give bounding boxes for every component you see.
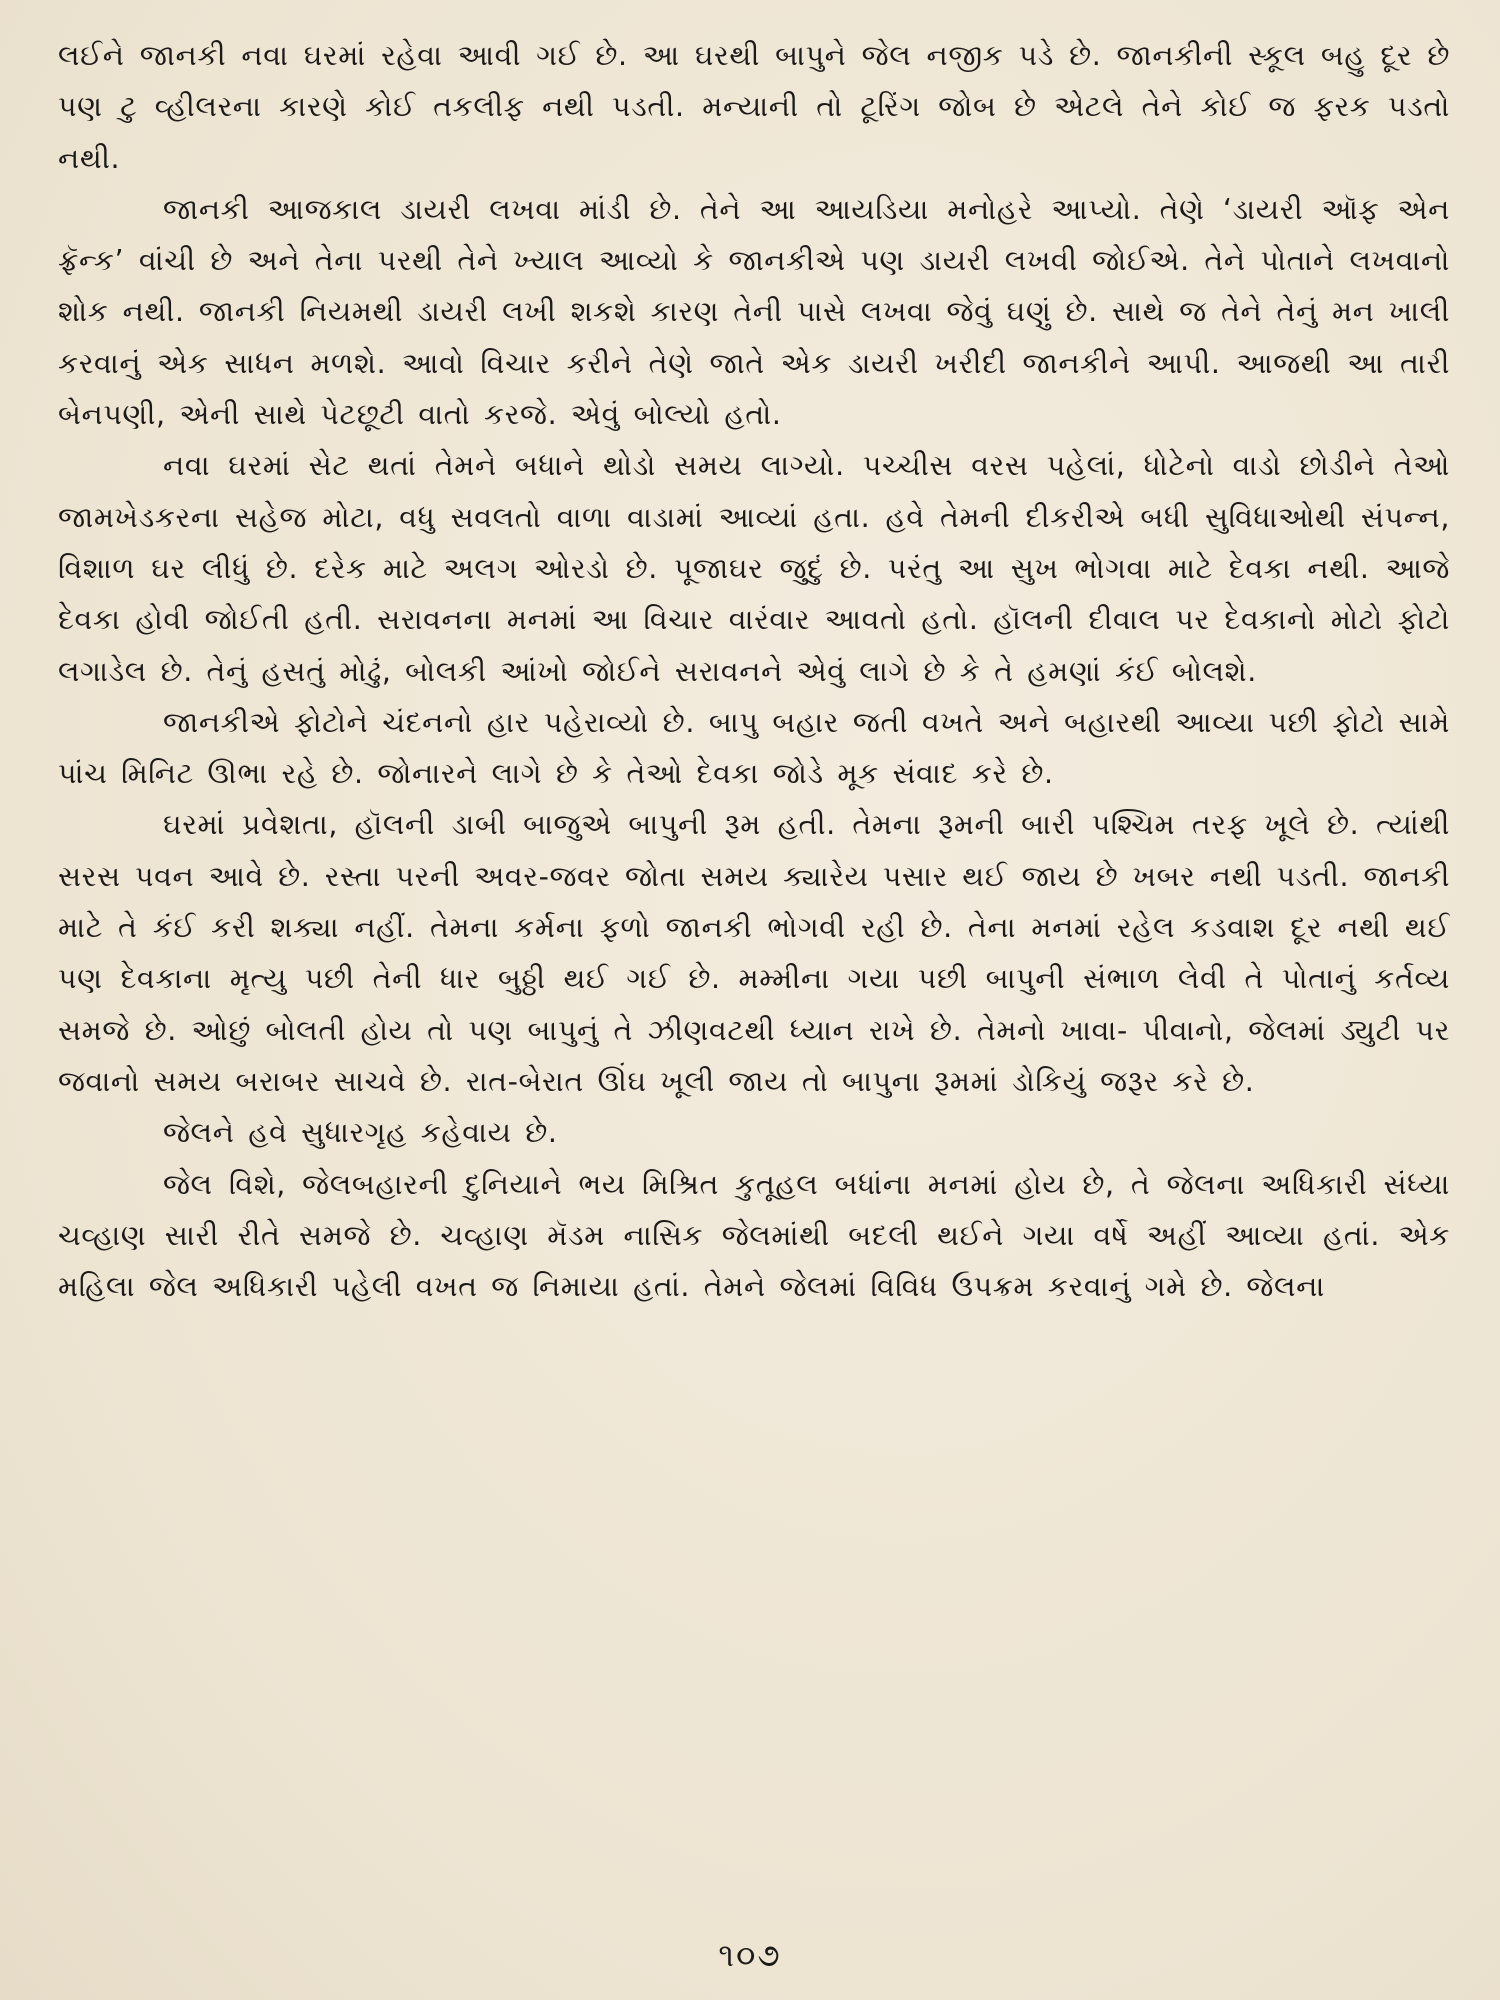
page-number: ૧૦૭	[718, 1936, 782, 1974]
paragraph-5: ઘરમાં પ્રવેશતા, હૉલની ડાબી બાજુએ બાપુની રૂમ હતી. તેમના રૂમની બારી પશ્ચિમ તરફ ખૂલે છે. ત્યાંથી સરસ પવન આવે છે. રસ્તા પરની અવર-જવર જોતા સમય ક્યારેય પસાર થઈ જાય છે ખબર નથી પડતી. જાનકી માટે તે કંઈ કરી શક્યા નહીં. તેમના કર્મના ફળો જાનકી ભોગવી રહી છે. તેના મનમાં રહેલ કડવાશ દૂર નથી થઈ પણ દેવકાના મૃત્યુ પછી તેની ધાર બુઠ્ઠી થઈ ગઈ છે. મમ્મીના ગયા પછી બાપુની સંભાળ લેવી તે પોતાનું કર્તવ્ય સમજે છે. ઓછું બોલતી હોય તો પણ બાપુનું તે ઝીણવટથી ધ્યાન રાખે છે. તેમનો ખાવા- પીવાનો, જેલમાં ડ્યુટી પર જવાનો સમય બરાબર સાચવે છે. રાત-બેરાત ઊંઘ ખૂલી જાય તો બાપુના રૂમમાં ડોકિયું જરૂર કરે છે.	[58, 808, 1450, 1098]
paragraph-6: જેલને હવે સુધારગૃહ કહેવાય છે.	[163, 1116, 558, 1150]
paragraph-7: જેલ વિશે, જેલબહારની દુનિયાને ભય મિશ્રિત કુતૂહલ બધાંના મનમાં હોય છે, તે જેલના અધિકારી સંધ્યા ચવ્હાણ સારી રીતે સમજે છે. ચવ્હાણ મૅડમ નાસિક જેલમાંથી બદલી થઈને ગયા વર્ષે અહીં આવ્યા હતાં. એક મહિલા જેલ અધિકારી પહેલી વખત જ નિમાયા હતાં. તેમને જેલમાં વિવિધ ઉપક્રમ કરવાનું ગમે છે. જેલના	[58, 1167, 1450, 1304]
paragraph-4: જાનકીએ ફોટોને ચંદનનો હાર પહેરાવ્યો છે. બાપુ બહાર જતી વખતે અને બહારથી આવ્યા પછી ફોટો સામે પાંચ મિનિટ ઊભા રહે છે. જોનારને લાગે છે કે તેઓ દેવકા જોડે મૂક સંવાદ કરે છે.	[58, 705, 1450, 791]
paragraph-1: લઈને જાનકી નવા ઘરમાં રહેવા આવી ગઈ છે. આ ઘરથી બાપુને જેલ નજીક પડે છે. જાનકીની સ્કૂલ બહુ દૂર છે પણ ટુ વ્હીલરના કારણે કોઈ તકલીફ નથી પડતી. મન્યાની તો ટૂરિંગ જોબ છે એટલે તેને કોઈ જ ફરક પડતો નથી.	[58, 39, 1450, 175]
paragraph-2: જાનકી આજકાલ ડાયરી લખવા માંડી છે. તેને આ આયડિયા મનોહરે આપ્યો. તેણે ‘ડાયરી ઑફ એન ફ્રૅન્ક’ વાંચી છે અને તેના પરથી તેને ખ્યાલ આવ્યો કે જાનકીએ પણ ડાયરી લખવી જોઈએ. તેને પોતાને લખવાનો શોક નથી. જાનકી નિયમથી ડાયરી લખી શકશે કારણ તેની પાસે લખવા જેવું ઘણું છે. સાથે જ તેને તેનું મન ખાલી કરવાનું એક સાધન મળશે. આવો વિચાર કરીને તેણે જાતે એક ડાયરી ખરીદી જાનકીને આપી. આજથી આ તારી બેનપણી, એની સાથે પેટછૂટી વાતો કરજે. એવું બોલ્યો હતો.	[58, 192, 1450, 432]
body-text	[58, 30, 1450, 1312]
paragraph-3: નવા ઘરમાં સેટ થતાં તેમને બધાને થોડો સમય લાગ્યો. પચ્ચીસ વરસ પહેલાં, ધોટેનો વાડો છોડીને તેઓ જામખેડકરના સહેજ મોટા, વધુ સવલતો વાળા વાડામાં આવ્યાં હતા. હવે તેમની દીકરીએ બધી સુવિધાઓથી સંપન્ન, વિશાળ ઘર લીધું છે. દરેક માટે અલગ ઓરડો છે. પૂજાઘર જુદું છે. પરંતુ આ સુખ ભોગવા માટે દેવકા નથી. આજે દેવકા હોવી જોઈતી હતી. સરાવનના મનમાં આ વિચાર વારંવાર આવતો હતો. હૉલની દીવાલ પર દેવકાનો મોટો ફોટો લગાડેલ છે. તેનું હસતું મોઢું, બોલકી આંખો જોઈને સરાવનને એવું લાગે છે કે તે હમણાં કંઈ બોલશે.	[58, 449, 1450, 688]
